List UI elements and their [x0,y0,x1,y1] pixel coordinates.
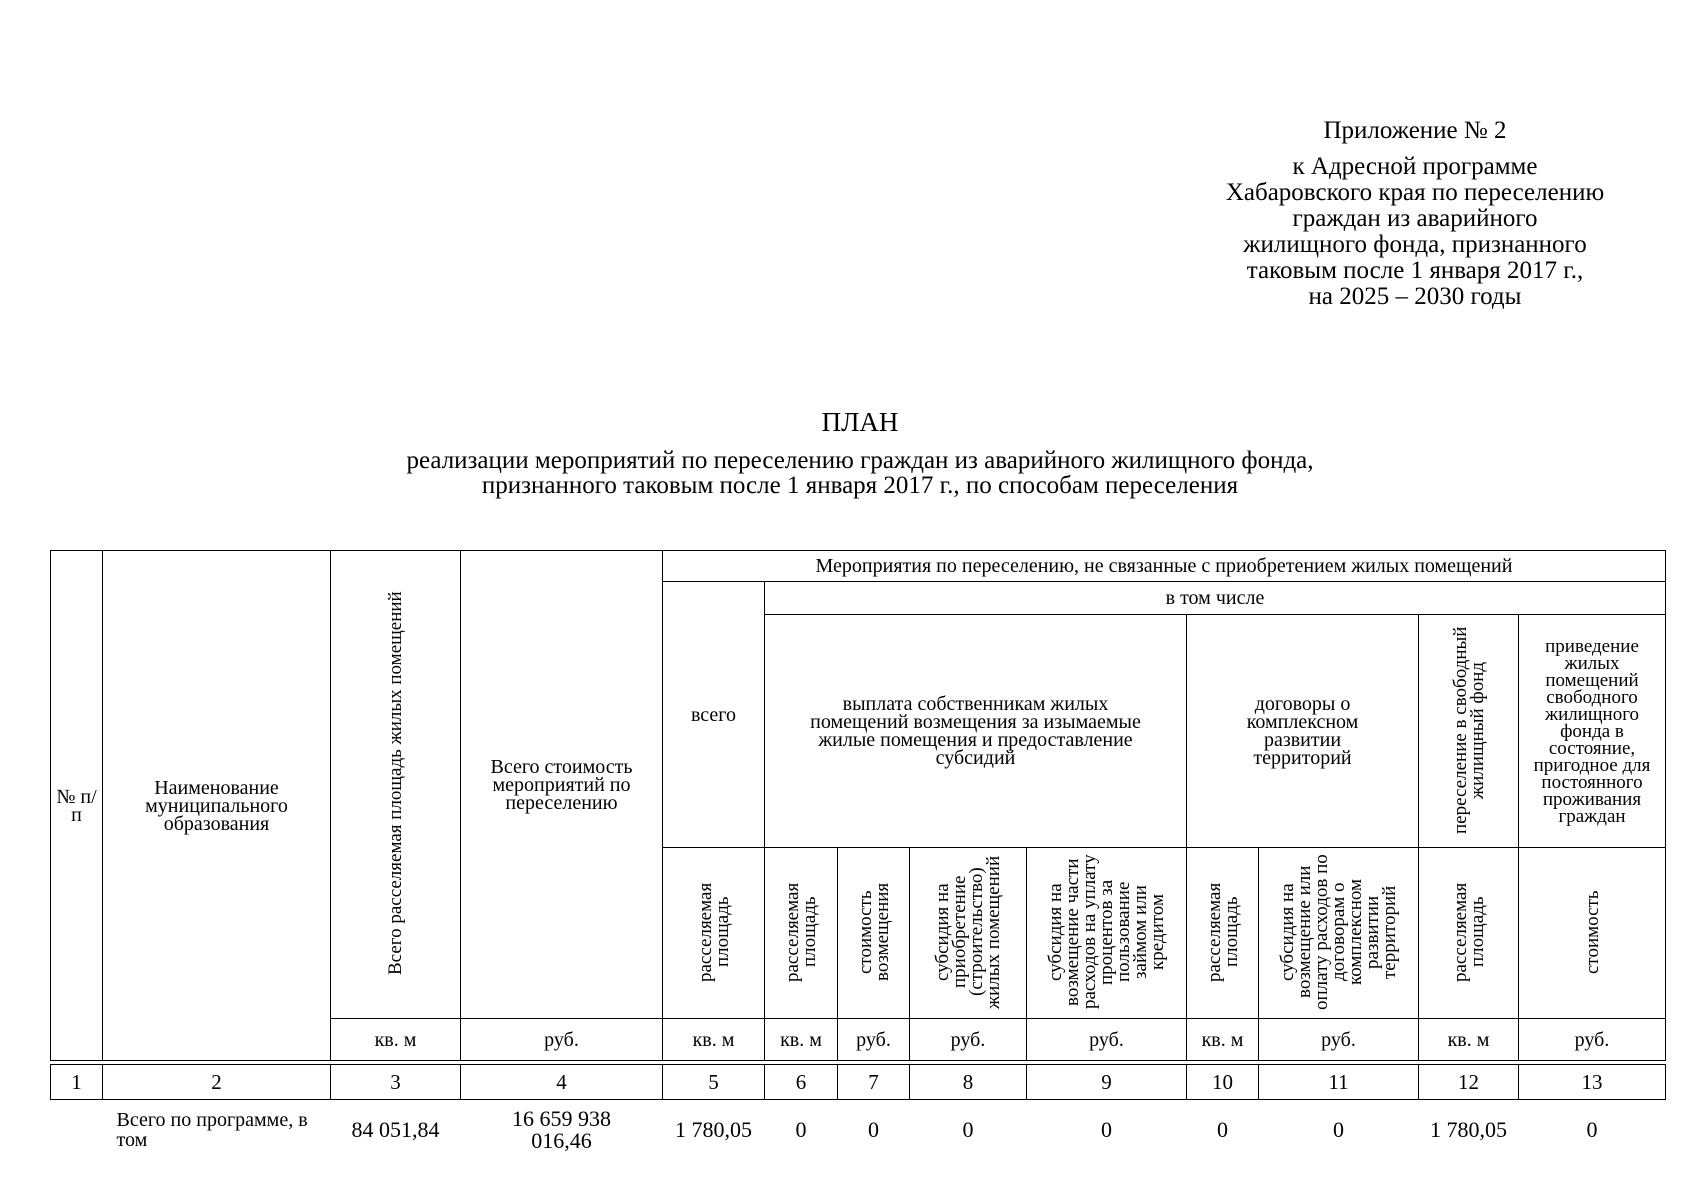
header-total-cost: Всего стоимость мероприятий по переселению [461,551,663,1019]
header-total: всего [663,582,765,848]
sub-area-free: расселяемая площадь [1419,848,1519,1019]
header-num: № п/п [51,551,103,1061]
cell-subsidy-purchase: 0 [962,1117,974,1142]
cell-area-contracts: 0 [1217,1117,1228,1142]
unit-rub: руб. [1259,1019,1419,1061]
unit-rub: руб. [910,1019,1027,1061]
unit-rub: руб. [1027,1019,1187,1061]
header-including: в том числе [765,582,1666,615]
header-group: Мероприятия по переселению, не связанные с приобретением жилых помещений [663,551,1666,582]
cell-subsidy-contracts: 0 [1333,1117,1344,1142]
header-free-fund: переселение в свободный жилищный фонд [1419,615,1519,848]
unit-area: кв. м [663,1019,765,1061]
sub-subsidy-contracts: субсидия на возмещение или оплату расходов по договорам о комплексном развитии территорий [1259,848,1419,1019]
title-line: реализации мероприятий по переселению граждан из аварийного жилищного фонда, [406,447,1314,474]
annex-line: Хабаровского края по переселению [1225,179,1605,206]
document-title [300,407,1420,499]
col-number: 8 [910,1065,1027,1100]
unit-area: кв. м [1187,1019,1259,1061]
annex-number: Приложение № 2 [1323,117,1507,144]
title-main: ПЛАН [821,407,899,437]
annex-line: граждан из аварийного [1292,205,1538,232]
header-municipality: Наименование муниципального образования [103,551,331,1061]
annex-line: жилищного фонда, признанного [1243,231,1587,258]
annex-line: на 2025 – 2030 годы [1308,283,1522,310]
col-number: 13 [1519,1065,1666,1100]
unit-rub: руб. [461,1019,663,1061]
cell-subsidy-interest: 0 [1101,1117,1112,1142]
col-number: 2 [103,1065,331,1100]
unit-rub: руб. [838,1019,910,1061]
col-number: 6 [765,1065,838,1100]
cell-area-payment: 0 [795,1117,807,1142]
col-number: 11 [1259,1065,1419,1100]
col-number: 3 [331,1065,461,1100]
sub-comp-cost: стоимость возмещения [838,848,910,1019]
col-number: 9 [1027,1065,1187,1100]
unit-area: кв. м [765,1019,838,1061]
sub-subsidy-purchase: субсидия на приобретение (строительство) жилых помещений [910,848,1027,1019]
table-row [51,1100,1666,1161]
sub-area-total: расселяемая площадь [663,848,765,1019]
cell-num [51,1100,103,1161]
cell-total-area: 84 051,84 [351,1117,440,1142]
cell-comp-cost: 0 [868,1117,879,1142]
sub-area-payment: расселяемая площадь [765,848,838,1019]
header-payment: выплата собственникам жилых помещений возмещения за изымаемые жилые помещения и предоставление субсидий [765,615,1187,848]
col-number: 10 [1187,1065,1259,1100]
unit-rub: руб. [1519,1019,1666,1061]
col-number: 12 [1419,1065,1519,1100]
header-bringing: приведение жилых помещений свободного жилищного фонда в состояние, пригодное для постоянного проживания граждан [1519,615,1666,848]
annex-line: к Адресной программе [1292,153,1538,180]
cell-area-free: 1 780,05 [1430,1117,1507,1142]
annex-block [1175,118,1655,310]
cell-area-total: 1 780,05 [675,1117,752,1142]
header-total-area: Всего расселяемая площадь жилых помещений [331,551,461,1019]
sub-subsidy-interest: субсидия на возмещение части расходов на уплату процентов за пользование займом или кредитом [1027,848,1187,1019]
cell-total-cost: 16 659 938 016,46 [512,1106,611,1153]
col-number: 1 [51,1065,103,1100]
plan-table [50,550,1666,1160]
sub-cost-bringing: стоимость [1519,848,1666,1019]
unit-area: кв. м [1419,1019,1519,1061]
annex-line: таковым после 1 января 2017 г., [1246,257,1584,284]
unit-area: кв. м [331,1019,461,1061]
col-number: 4 [461,1065,663,1100]
sub-area-contracts: расселяемая площадь [1187,848,1259,1019]
header-contracts: договоры о комплексном развитии территорий [1187,615,1419,848]
cell-municipality: Всего по программе, в том [116,1109,308,1151]
title-line: признанного таковым после 1 января 2017 г., по способам переселения [481,472,1239,499]
col-number: 5 [663,1065,765,1100]
cell-cost-bringing: 0 [1586,1117,1598,1142]
col-number: 7 [838,1065,910,1100]
